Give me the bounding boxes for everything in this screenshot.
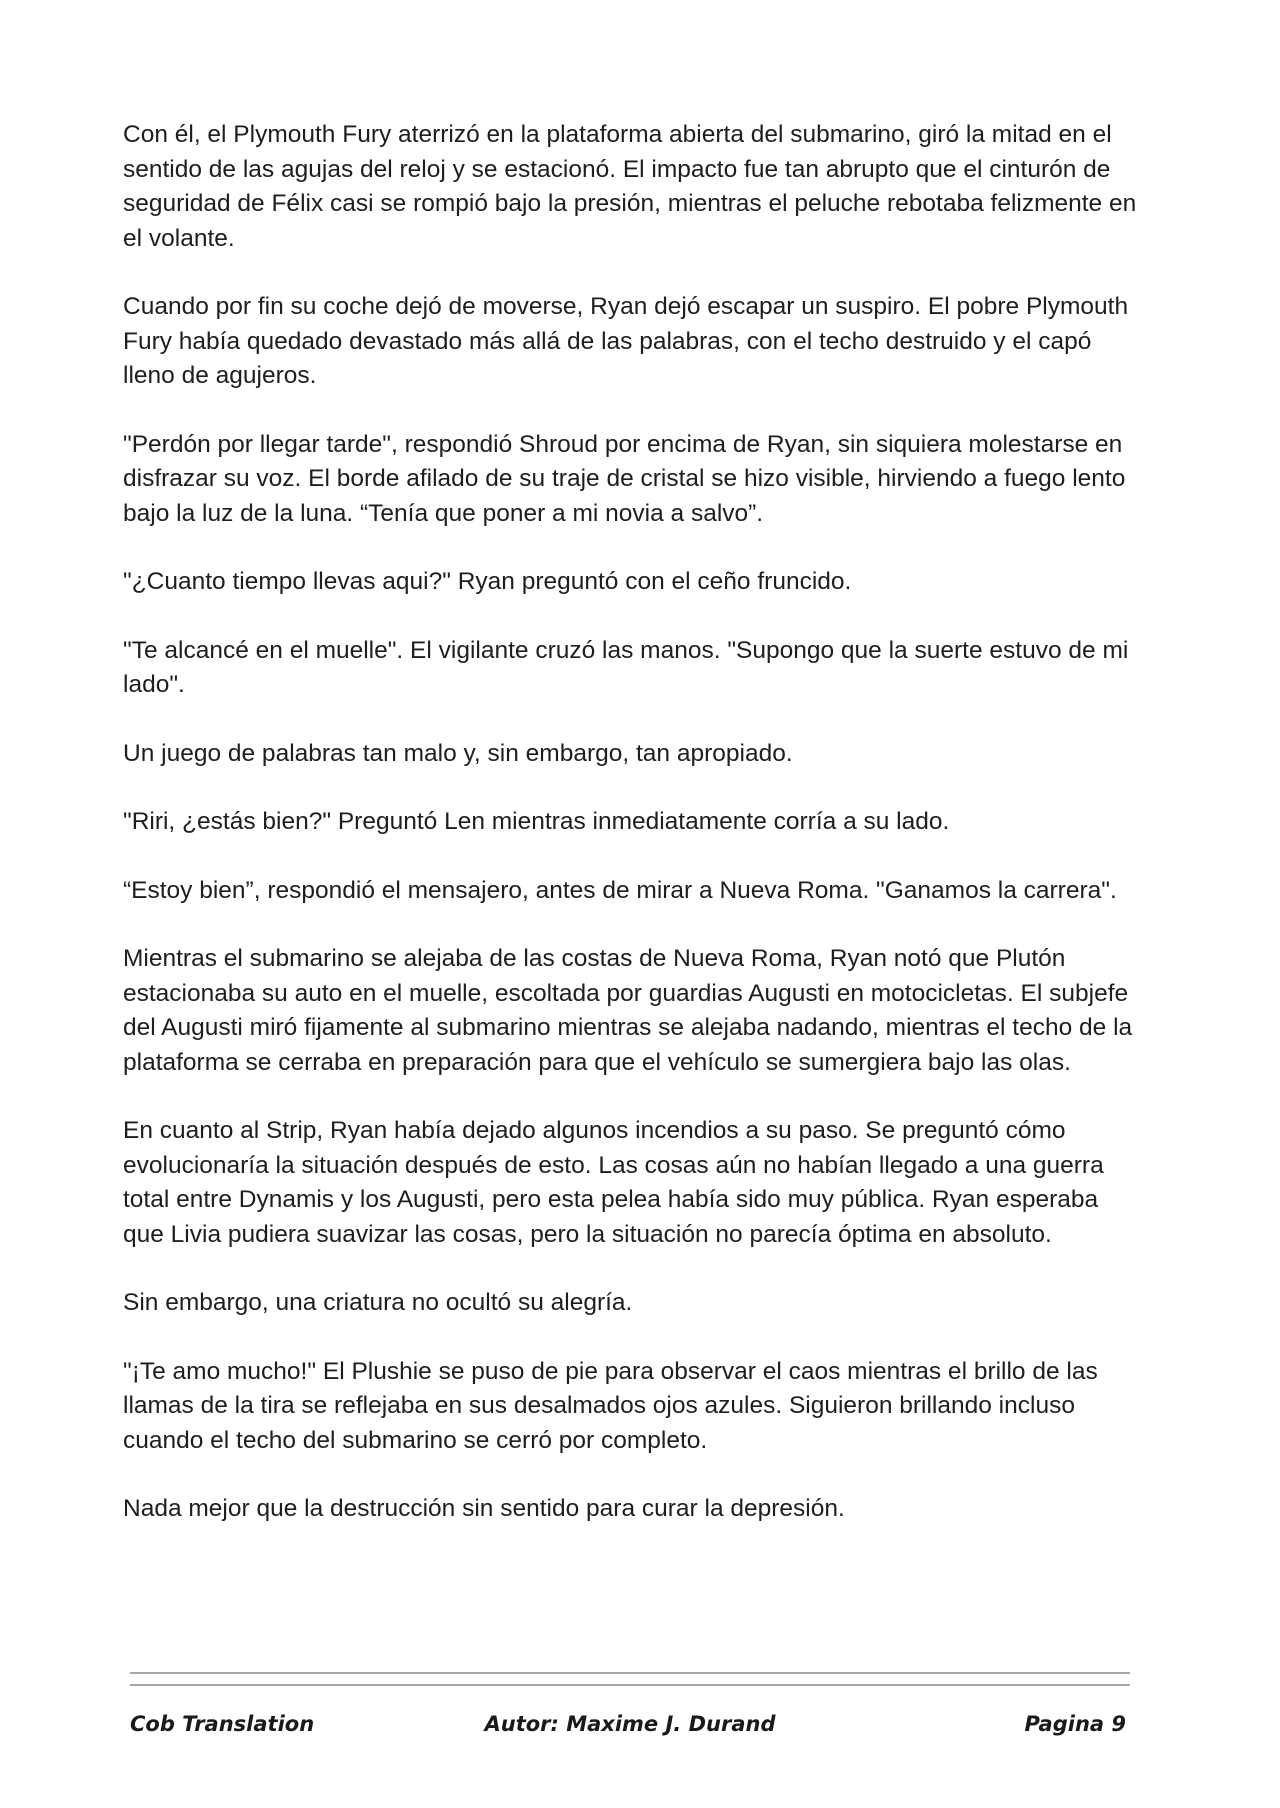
footer-divider-top: [130, 1672, 1130, 1674]
paragraph-6: Un juego de palabras tan malo y, sin embargo, tan apropiado.: [123, 739, 793, 767]
paragraph-1: Con él, el Plymouth Fury aterrizó en la plataforma abierta del submarino, giró la mitad en el sentido de las agujas del reloj y se estacionó. El impacto fue tan abrupto que el cinturón de seguridad de Félix casi se rompió bajo la presión, mientras el peluche rebotaba felizmente en el volante.: [123, 121, 1137, 252]
paragraph-11: Sin embargo, una criatura no ocultó su alegría.: [123, 1289, 633, 1316]
footer-page-number: Pagina 9: [1024, 1712, 1126, 1736]
paragraph-3: "Perdón por llegar tarde", respondió Shroud por encima de Ryan, sin siquiera molestarse en disfrazar su voz. El borde afilado de su traje de cristal se hizo visible, hirviendo a fuego lento bajo la luz de la luna. “Tenía que poner a mi novia a salvo”.: [123, 430, 1126, 527]
paragraph-2: Cuando por fin su coche dejó de moverse, Ryan dejó escapar un suspiro. El pobre Plymouth Fury había quedado devastado más allá de las palabras, con el techo destruido y el capó lleno de agujeros.: [123, 293, 1129, 389]
paragraph-9: Mientras el submarino se alejaba de las costas de Nueva Roma, Ryan notó que Plutón estacionaba su auto en el muelle, escoltada por guardias Augusti en motocicletas. El subjefe del Augusti miró fijamente al submarino mientras se alejaba nadando, mientras el techo de la plataforma se cerraba en preparación para que el vehículo se sumergiera bajo las olas.: [123, 945, 1133, 1076]
footer-divider-bottom: [130, 1684, 1130, 1686]
paragraph-10: En cuanto al Strip, Ryan había dejado algunos incendios a su paso. Se preguntó cómo evolucionaría la situación después de esto. Las cosas aún no habían llegado a una guerra total entre Dynamis y los Augusti, pero esta pelea había sido muy pública. Ryan esperaba que Livia pudiera suavizar las cosas, pero la situación no parecía óptima en absoluto.: [123, 1117, 1104, 1248]
paragraph-7: "Riri, ¿estás bien?" Preguntó Len mientras inmediatamente corría a su lado.: [123, 808, 950, 835]
paragraph-5: "Te alcancé en el muelle". El vigilante cruzó las manos. "Supongo que la suerte estuvo de mi lado".: [123, 636, 1129, 698]
footer-translator: Cob Translation: [130, 1712, 315, 1736]
paragraph-4: "¿Cuanto tiempo llevas aqui?" Ryan preguntó con el ceño fruncido.: [123, 568, 852, 595]
paragraph-13: Nada mejor que la destrucción sin sentido para curar la depresión.: [123, 1495, 845, 1522]
footer-author: Autor: Maxime J. Durand: [484, 1712, 776, 1736]
body-text: [123, 118, 1143, 1561]
page-footer: [130, 1712, 1130, 1744]
paragraph-8: “Estoy bien”, respondió el mensajero, antes de mirar a Nueva Roma. "Ganamos la carrera".: [123, 876, 1117, 904]
paragraph-12: "¡Te amo mucho!" El Plushie se puso de pie para observar el caos mientras el brillo de las llamas de la tira se reflejaba en sus desalmados ojos azules. Siguieron brillando incluso cuando el techo del submarino se cerró por completo.: [123, 1357, 1098, 1454]
